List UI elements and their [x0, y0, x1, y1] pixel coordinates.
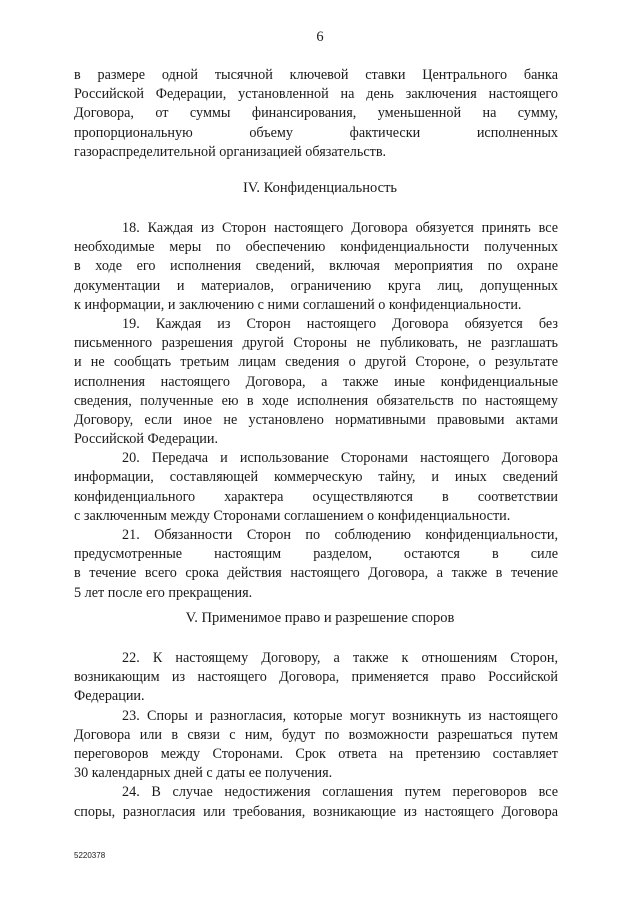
document-code: 5220378	[74, 851, 106, 860]
text-line: газораспределительной организацией обязательств.	[74, 143, 387, 160]
text-line: переговоров между Сторонами. Срок ответа на претензию составляет	[74, 745, 558, 762]
text-line: 30 календарных дней с даты ее получения.	[74, 765, 333, 782]
page-number: 6	[316, 29, 324, 45]
text-line: 23. Споры и разногласия, которые могут возникнуть из настоящего	[122, 707, 558, 724]
text-line: 5 лет после его прекращения.	[74, 584, 253, 601]
text-line: возникающим из настоящего Договора, применяется право Российской	[74, 669, 558, 686]
text-line: в размере одной тысячной ключевой ставки Центрального банка	[74, 67, 558, 83]
text-line: конфиденциального характера осуществляются в соответствии	[74, 488, 558, 505]
text-line: предусмотренные настоящим разделом, остаются в силе	[74, 546, 558, 563]
text-line: сведения, полученные ею в ходе исполнения обязательств по настоящему	[74, 392, 558, 409]
text-line: письменного разрешения другой Стороны не публиковать, не разглашать	[74, 335, 558, 352]
text-line: Договору, если иное не установлено нормативными правовыми актами	[74, 411, 558, 428]
text-line: 20. Передача и использование Сторонами настоящего Договора	[122, 450, 558, 467]
text-line: Договора или в связи с ним, будут по возможности разрешаться путем	[74, 726, 558, 743]
text-line: и не сообщать третьим лицам сведения о другой Стороне, о результате	[74, 354, 558, 371]
text-line: информации, составляющей коммерческую тайну, и иных сведений	[74, 469, 558, 486]
text-line: 18. Каждая из Сторон настоящего Договора обязуется принять все	[122, 220, 558, 236]
text-line: споры, разногласия или требования, возникающие из настоящего Договора	[74, 803, 558, 820]
text-line: необходимые меры по обеспечению конфиденциальности полученных	[74, 239, 558, 256]
text-line: исполнения настоящего Договора, а также иные конфиденциальные	[74, 373, 558, 390]
paragraph-continuation	[74, 66, 558, 162]
text-line: к информации, и заключению с ними соглашений о конфиденциальности.	[74, 296, 522, 313]
text-line: Федерации.	[74, 688, 145, 705]
text-line: 21. Обязанности Сторон по соблюдению конфиденциальности,	[122, 527, 558, 543]
text-line: 19. Каждая из Сторон настоящего Договора обязуется без	[122, 315, 558, 332]
text-line: в течение всего срока действия настоящего Договора, а также в течение	[74, 565, 558, 582]
text-line: 22. К настоящему Договору, а также к отношениям Сторон,	[122, 650, 558, 666]
text-line: документации и материалов, ограничению круга лиц, допущенных	[74, 277, 558, 294]
section-applicable-law-body	[74, 649, 558, 822]
text-line: с заключенным между Сторонами соглашением о конфиденциальности.	[74, 507, 511, 524]
text-line: Российской Федерации, установленной на день заключения настоящего	[74, 86, 558, 103]
text-line: пропорциональную объему фактически исполненных	[74, 124, 558, 141]
section-confidentiality-body	[74, 219, 558, 603]
text-line: 24. В случае недостижения соглашения путем переговоров все	[122, 784, 558, 801]
text-line: Российской Федерации.	[74, 431, 219, 448]
section-heading-confidentiality: IV. Конфиденциальность	[242, 180, 398, 196]
section-heading-applicable-law: V. Применимое право и разрешение споров	[185, 610, 455, 626]
text-line: Договора, от суммы финансирования, уменьшенной на сумму,	[74, 105, 558, 122]
text-line: в ходе его исполнения сведений, включая мероприятия по охране	[74, 258, 558, 275]
